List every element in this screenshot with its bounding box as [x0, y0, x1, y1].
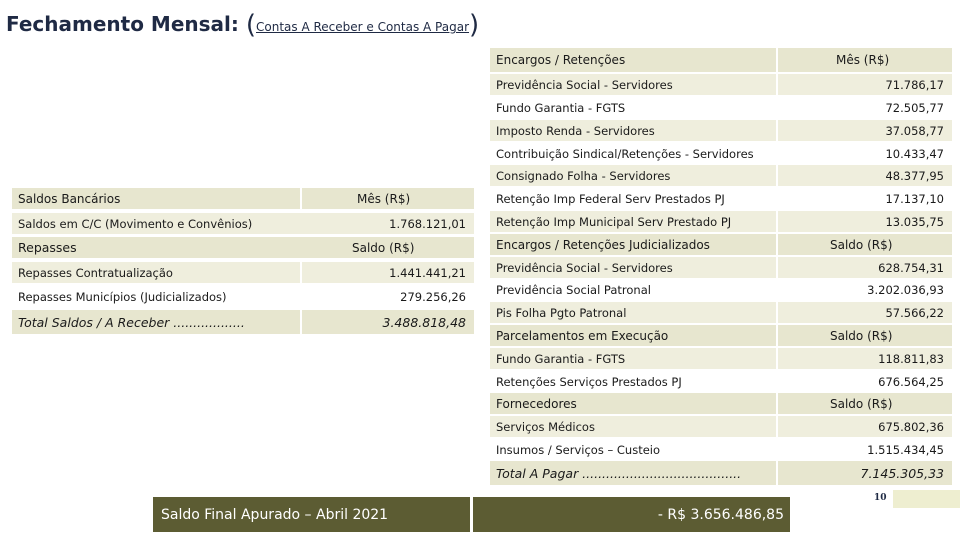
right-total-label: Total A Pagar ........................................	[496, 465, 742, 481]
judicial-row	[490, 257, 952, 278]
judicial-row-value: 57.566,22	[885, 305, 944, 320]
left-row-repasses-contratualizacao	[12, 262, 474, 283]
parcelamentos-row-value: 118.811,83	[878, 351, 944, 366]
encargos-row	[490, 97, 952, 118]
fornecedores-row-value: 1.515.434,45	[867, 442, 944, 457]
fornecedores-header: Fornecedores	[496, 396, 577, 411]
fornecedores-row-label: Serviços Médicos	[496, 419, 595, 434]
title-close-paren: )	[469, 10, 480, 40]
repasses-contratualizacao-value: 1.441.441,21	[389, 265, 466, 280]
parcelamentos-header-row	[490, 325, 952, 346]
encargos-col: Mês (R$)	[836, 53, 890, 67]
right-total-value: 7.145.305,33	[860, 465, 944, 481]
repasses-contratualizacao-label: Repasses Contratualização	[18, 265, 173, 280]
encargos-row-value: 10.433,47	[885, 146, 944, 161]
fornecedores-header-row	[490, 393, 952, 414]
encargos-row-value: 17.137,10	[885, 191, 944, 206]
judicial-header: Encargos / Retenções Judicializados	[496, 237, 710, 252]
repasses-col: Saldo (R$)	[352, 240, 415, 255]
saldos-cc-value: 1.768.121,01	[389, 216, 466, 231]
encargos-header-row	[490, 48, 952, 72]
repasses-label: Repasses	[18, 240, 77, 255]
left-header-label: Saldos Bancários	[18, 191, 121, 206]
left-row-saldos-cc	[12, 213, 474, 234]
judicial-row-label: Pis Folha Pgto Patronal	[496, 305, 627, 320]
title-main: Fechamento Mensal:	[6, 12, 239, 36]
left-total-row	[12, 310, 474, 334]
fornecedores-row-value: 675.802,36	[878, 419, 944, 434]
left-header-col: Mês (R$)	[357, 191, 411, 206]
encargos-row	[490, 143, 952, 164]
parcelamentos-row	[490, 371, 952, 392]
judicial-row-label: Previdência Social Patronal	[496, 282, 651, 297]
fornecedores-row	[490, 439, 952, 460]
right-total-row	[490, 461, 952, 485]
page-title	[6, 8, 479, 38]
left-repasses-header	[12, 237, 474, 258]
right-col-divider	[776, 48, 778, 485]
page-number-box	[893, 490, 960, 508]
parcelamentos-col: Saldo (R$)	[830, 328, 893, 343]
encargos-row-value: 71.786,17	[885, 77, 944, 92]
final-balance-value: - R$ 3.656.486,85	[473, 497, 790, 532]
encargos-row	[490, 211, 952, 232]
parcelamentos-row-label: Retenções Serviços Prestados PJ	[496, 374, 682, 389]
left-header-row	[12, 188, 474, 209]
parcelamentos-header: Parcelamentos em Execução	[496, 328, 669, 343]
title-subtitle: Contas A Receber e Contas A Pagar	[256, 20, 470, 34]
judicial-row	[490, 302, 952, 323]
judicial-row-value: 3.202.036,93	[867, 282, 944, 297]
encargos-row-value: 72.505,77	[885, 100, 944, 115]
encargos-row-value: 37.058,77	[885, 123, 944, 138]
encargos-row-value: 13.035,75	[885, 214, 944, 229]
judicial-row	[490, 279, 952, 300]
left-total-value: 3.488.818,48	[382, 314, 466, 330]
encargos-row	[490, 120, 952, 141]
encargos-header: Encargos / Retenções	[496, 53, 626, 67]
encargos-row-label: Imposto Renda - Servidores	[496, 123, 655, 138]
final-balance-label: Saldo Final Apurado – Abril 2021	[153, 497, 470, 532]
parcelamentos-row-label: Fundo Garantia - FGTS	[496, 351, 626, 366]
judicial-header-row	[490, 234, 952, 255]
judicial-row-label: Previdência Social - Servidores	[496, 260, 673, 275]
judicial-col: Saldo (R$)	[830, 237, 893, 252]
repasses-municipios-value: 279.256,26	[400, 289, 466, 304]
fornecedores-row-label: Insumos / Serviços – Custeio	[496, 442, 661, 457]
fornecedores-row	[490, 416, 952, 437]
left-total-label: Total Saldos / A Receber ..................	[18, 314, 245, 330]
left-row-repasses-municipios	[12, 286, 474, 307]
encargos-row-value: 48.377,95	[885, 168, 944, 183]
encargos-row-label: Retenção Imp Municipal Serv Prestado PJ	[496, 214, 732, 229]
encargos-row-label: Previdência Social - Servidores	[496, 77, 673, 92]
parcelamentos-row	[490, 348, 952, 369]
saldos-cc-label: Saldos em C/C (Movimento e Convênios)	[18, 216, 253, 231]
encargos-row	[490, 74, 952, 95]
encargos-row	[490, 165, 952, 186]
encargos-row-label: Contribuição Sindical/Retenções - Servidores	[496, 146, 754, 161]
judicial-row-value: 628.754,31	[878, 260, 944, 275]
encargos-row	[490, 188, 952, 209]
encargos-row-label: Consignado Folha - Servidores	[496, 168, 671, 183]
repasses-municipios-label: Repasses Municípios (Judicializados)	[18, 289, 227, 304]
encargos-row-label: Retenção Imp Federal Serv Prestados PJ	[496, 191, 725, 206]
page-number: 10	[874, 493, 887, 503]
parcelamentos-row-value: 676.564,25	[878, 374, 944, 389]
title-open-paren: (	[245, 10, 256, 40]
fornecedores-col: Saldo (R$)	[830, 396, 893, 411]
left-col-divider-2	[300, 262, 302, 334]
encargos-row-label: Fundo Garantia - FGTS	[496, 100, 626, 115]
